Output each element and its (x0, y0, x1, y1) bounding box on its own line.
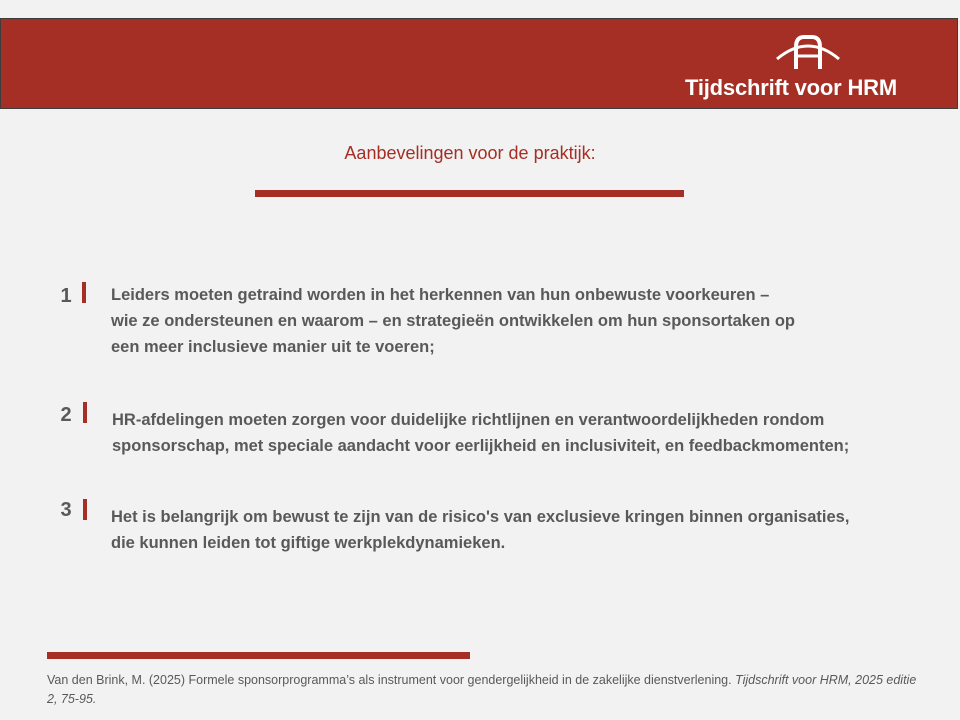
page-title: Aanbevelingen voor de praktijk: (344, 143, 596, 163)
header-banner (0, 18, 958, 109)
recommendation-number: 3 (60, 499, 72, 521)
arch-bridge-icon (774, 29, 842, 73)
title-underline (255, 190, 684, 197)
recommendation-number: 2 (60, 404, 72, 426)
citation (47, 671, 927, 709)
recommendation-bullet-bar (83, 402, 87, 423)
recommendation-text: Leiders moeten getraind worden in het herkennen van hun onbewuste voorkeuren – wie ze ondersteunen en waarom – en strategieën ontwikkelen om hun sponsortaken op een meer inclusieve manier uit te voeren; (111, 286, 795, 356)
recommendation-bullet-bar (83, 499, 87, 520)
recommendation-text: Het is belangrijk om bewust te zijn van de risico's van exclusieve kringen binnen organisaties, die kunnen leiden tot giftige werkplekdynamieken. (111, 508, 850, 552)
citation-text: Van den Brink, M. (2025) Formele sponsorprogramma’s als instrument voor gendergelijkheid in de zakelijke dienstverlening. (47, 673, 736, 687)
citation-journal: Tijdschrift voor HRM, 2025 editie 2, 75-95. (47, 673, 917, 706)
recommendation-text: HR-afdelingen moeten zorgen voor duidelijke richtlijnen en verantwoordelijkheden rondom sponsorschap, met speciale aandacht voor eerlijkheid en inclusiviteit, en feedbackmomenten; (112, 411, 850, 455)
recommendation-bullet-bar (82, 282, 86, 303)
footer-rule (47, 652, 470, 659)
brand-name: Tijdschrift voor HRM (685, 75, 897, 100)
recommendation-number: 1 (60, 285, 72, 307)
